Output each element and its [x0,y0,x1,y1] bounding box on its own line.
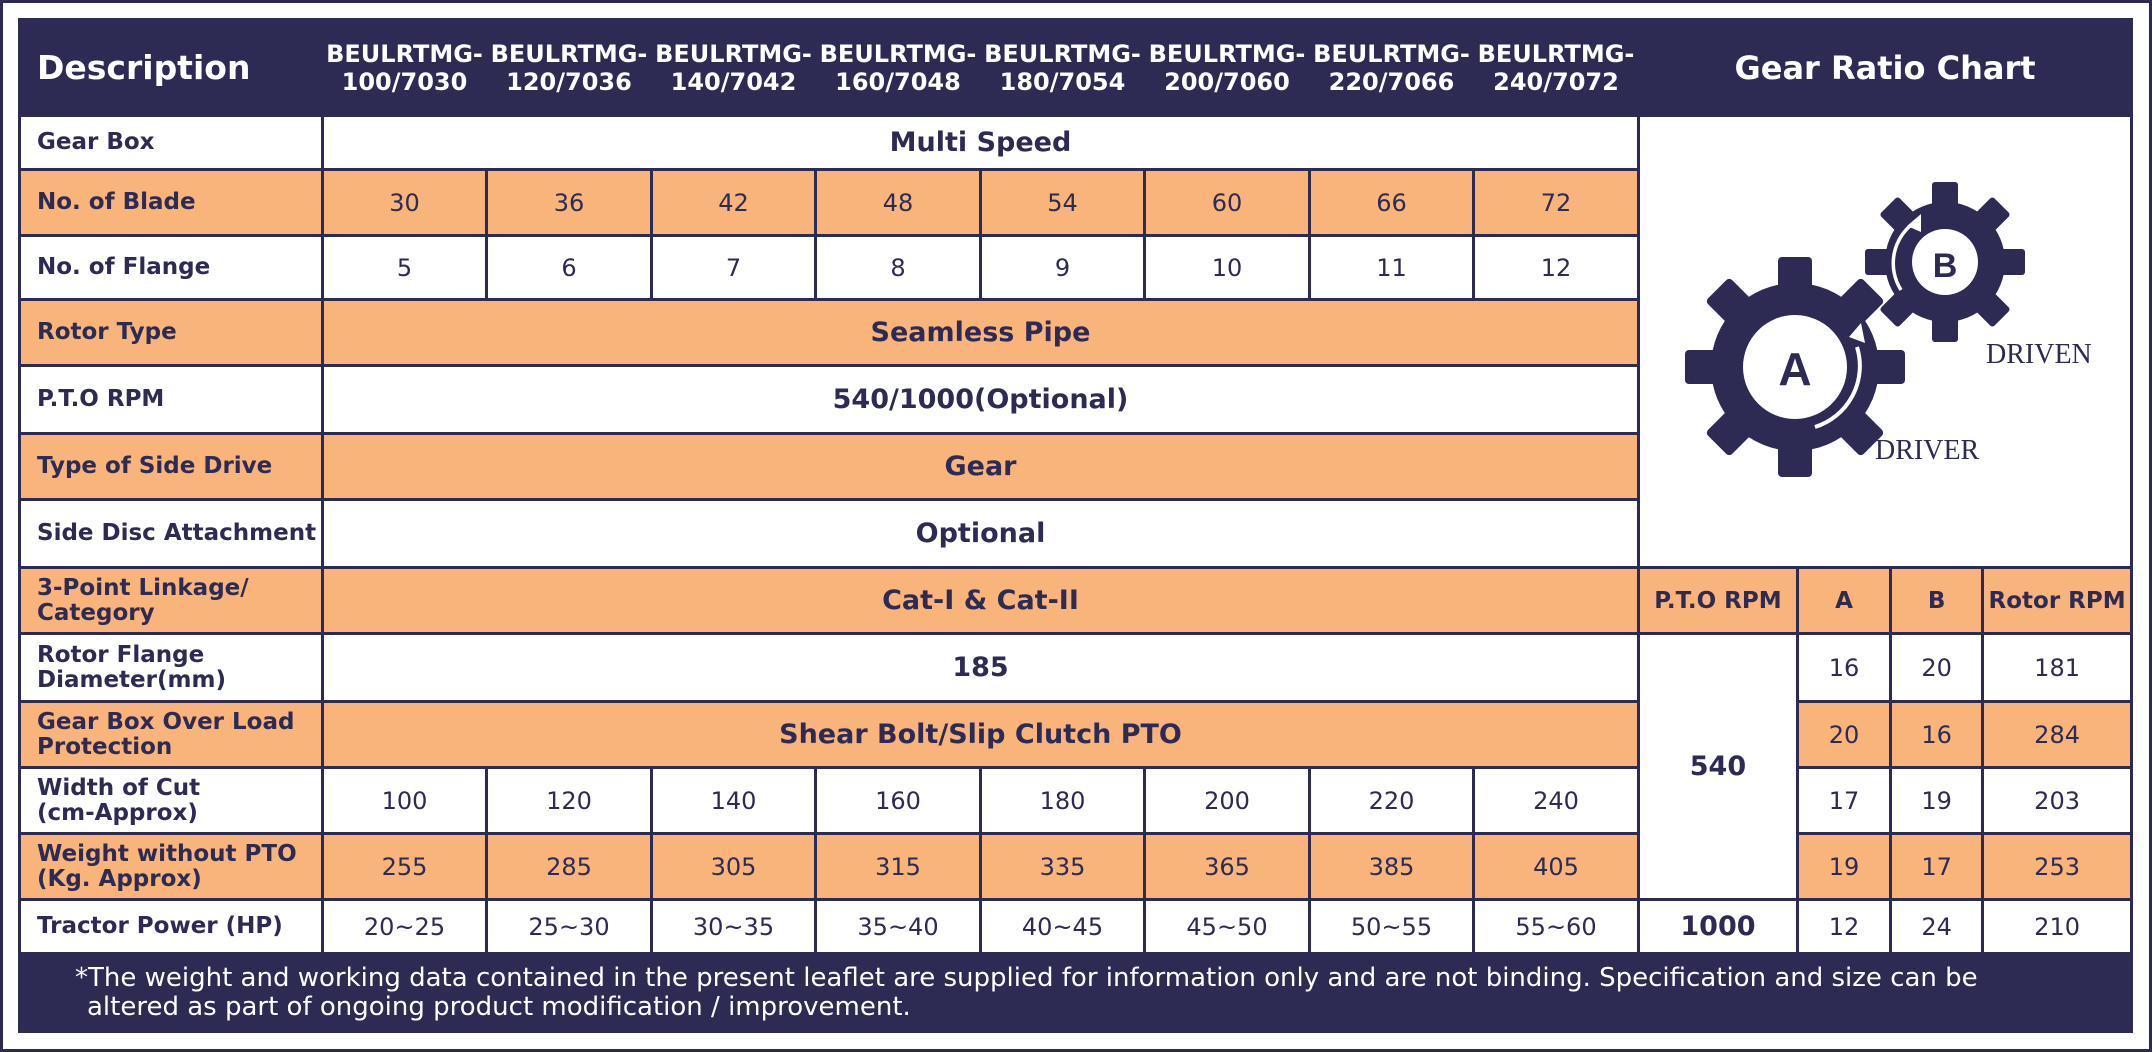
overload-value: Shear Bolt/Slip Clutch PTO [323,702,1639,768]
row-label: P.T.O RPM [20,366,323,434]
gear-a-value: 12 [1797,900,1890,954]
width-value: 240 [1474,768,1639,834]
tractor-power-value: 55~60 [1474,900,1639,954]
linkage-row [20,568,2132,634]
model-header: BEULRTMG- 160/7048 [816,20,981,116]
weight-value: 405 [1474,834,1639,900]
weight-value: 365 [1145,834,1310,900]
driver-label: DRIVER [1875,434,1980,466]
blade-value: 72 [1474,170,1639,236]
gear-box-value: Multi Speed [323,116,1639,170]
weight-value: 285 [487,834,652,900]
rotor-flange-row [20,634,2132,702]
rotor-flange-value: 185 [323,634,1639,702]
gear-a-letter: A [1778,342,1812,395]
row-label: Rotor Type [20,300,323,366]
tractor-power-value: 45~50 [1145,900,1310,954]
blade-value: 36 [487,170,652,236]
row-label: Gear Box [20,116,323,170]
description-header: Description [20,20,323,116]
row-label: Type of Side Drive [20,434,323,500]
width-value: 220 [1310,768,1474,834]
flange-value: 5 [323,236,487,300]
row-label: Weight without PTO (Kg. Approx) [20,834,323,900]
row-label: Side Disc Attachment [20,500,323,568]
gear-pto-540: 540 [1639,634,1798,900]
gears-svg [1640,127,2130,557]
row-label: Rotor Flange Diameter(mm) [20,634,323,702]
width-value: 140 [652,768,816,834]
tractor-power-value: 25~30 [487,900,652,954]
weight-value: 315 [816,834,981,900]
gear-col-rotor-rpm: Rotor RPM [1983,568,2132,634]
tractor-power-value: 40~45 [981,900,1145,954]
gear-rotor-rpm-value: 210 [1983,900,2132,954]
model-header: BEULRTMG- 140/7042 [652,20,816,116]
weight-value: 385 [1310,834,1474,900]
linkage-value: Cat-I & Cat-II [323,568,1639,634]
width-row [20,768,2132,834]
blade-value: 48 [816,170,981,236]
gear-col-b: B [1891,568,1983,634]
width-value: 120 [487,768,652,834]
tractor-power-value: 50~55 [1310,900,1474,954]
gear-ratio-chart-title: Gear Ratio Chart [1639,20,2132,116]
model-header: BEULRTMG- 100/7030 [323,20,487,116]
gear-col-pto-rpm: P.T.O RPM [1639,568,1798,634]
row-label: Width of Cut (cm-Approx) [20,768,323,834]
gear-a-value: 17 [1797,768,1890,834]
footnote-row [20,954,2132,1032]
pto-rpm-value: 540/1000(Optional) [323,366,1639,434]
row-label: Tractor Power (HP) [20,900,323,954]
tractor-power-row [20,900,2132,954]
width-value: 180 [981,768,1145,834]
weight-row [20,834,2132,900]
flange-value: 6 [487,236,652,300]
gear-b-letter: B [1932,246,1958,285]
weight-value: 335 [981,834,1145,900]
blade-value: 60 [1145,170,1310,236]
blade-value: 54 [981,170,1145,236]
row-label: Gear Box Over Load Protection [20,702,323,768]
flange-value: 12 [1474,236,1639,300]
flange-value: 9 [981,236,1145,300]
tractor-power-value: 30~35 [652,900,816,954]
gear-rotor-rpm-value: 253 [1983,834,2132,900]
side-disc-value: Optional [323,500,1639,568]
flange-value: 11 [1310,236,1474,300]
gear-a-value: 20 [1797,702,1890,768]
tractor-power-value: 35~40 [816,900,981,954]
specification-table [18,18,2133,1033]
tractor-power-value: 20~25 [323,900,487,954]
gear-b-value: 20 [1891,634,1983,702]
gear-b-icon [1865,182,2025,342]
driven-label: DRIVEN [1986,338,2092,370]
blade-value: 42 [652,170,816,236]
rotor-type-value: Seamless Pipe [323,300,1639,366]
flange-value: 8 [816,236,981,300]
gear-rotor-rpm-value: 284 [1983,702,2132,768]
gear-rotor-rpm-value: 181 [1983,634,2132,702]
gear-pto-1000: 1000 [1639,900,1798,954]
gear-b-value: 16 [1891,702,1983,768]
model-header: BEULRTMG- 200/7060 [1145,20,1310,116]
gear-b-value: 24 [1891,900,1983,954]
blade-value: 30 [323,170,487,236]
row-label: 3-Point Linkage/ Category [20,568,323,634]
gear-a-icon [1685,257,1905,477]
gear-b-value: 19 [1891,768,1983,834]
gear-b-value: 17 [1891,834,1983,900]
blade-value: 66 [1310,170,1474,236]
gear-a-value: 19 [1797,834,1890,900]
overload-row [20,702,2132,768]
flange-value: 7 [652,236,816,300]
gear-illustration [1639,116,2132,568]
weight-value: 255 [323,834,487,900]
header-row [20,20,2132,116]
width-value: 160 [816,768,981,834]
width-value: 200 [1145,768,1310,834]
model-header: BEULRTMG- 240/7072 [1474,20,1639,116]
model-header: BEULRTMG- 220/7066 [1310,20,1474,116]
gear-a-value: 16 [1797,634,1890,702]
row-label: No. of Blade [20,170,323,236]
gear-rotor-rpm-value: 203 [1983,768,2132,834]
width-value: 100 [323,768,487,834]
model-header: BEULRTMG- 120/7036 [487,20,652,116]
footnote: *The weight and working data contained in the present leaflet are supplied for information only and are not binding. Specification and size can be altered as part of ongoing product modification / improvement. [20,954,2132,1032]
model-header: BEULRTMG- 180/7054 [981,20,1145,116]
flange-value: 10 [1145,236,1310,300]
row-label: No. of Flange [20,236,323,300]
side-drive-value: Gear [323,434,1639,500]
gear-col-a: A [1797,568,1890,634]
gear-box-row [20,116,2132,170]
weight-value: 305 [652,834,816,900]
